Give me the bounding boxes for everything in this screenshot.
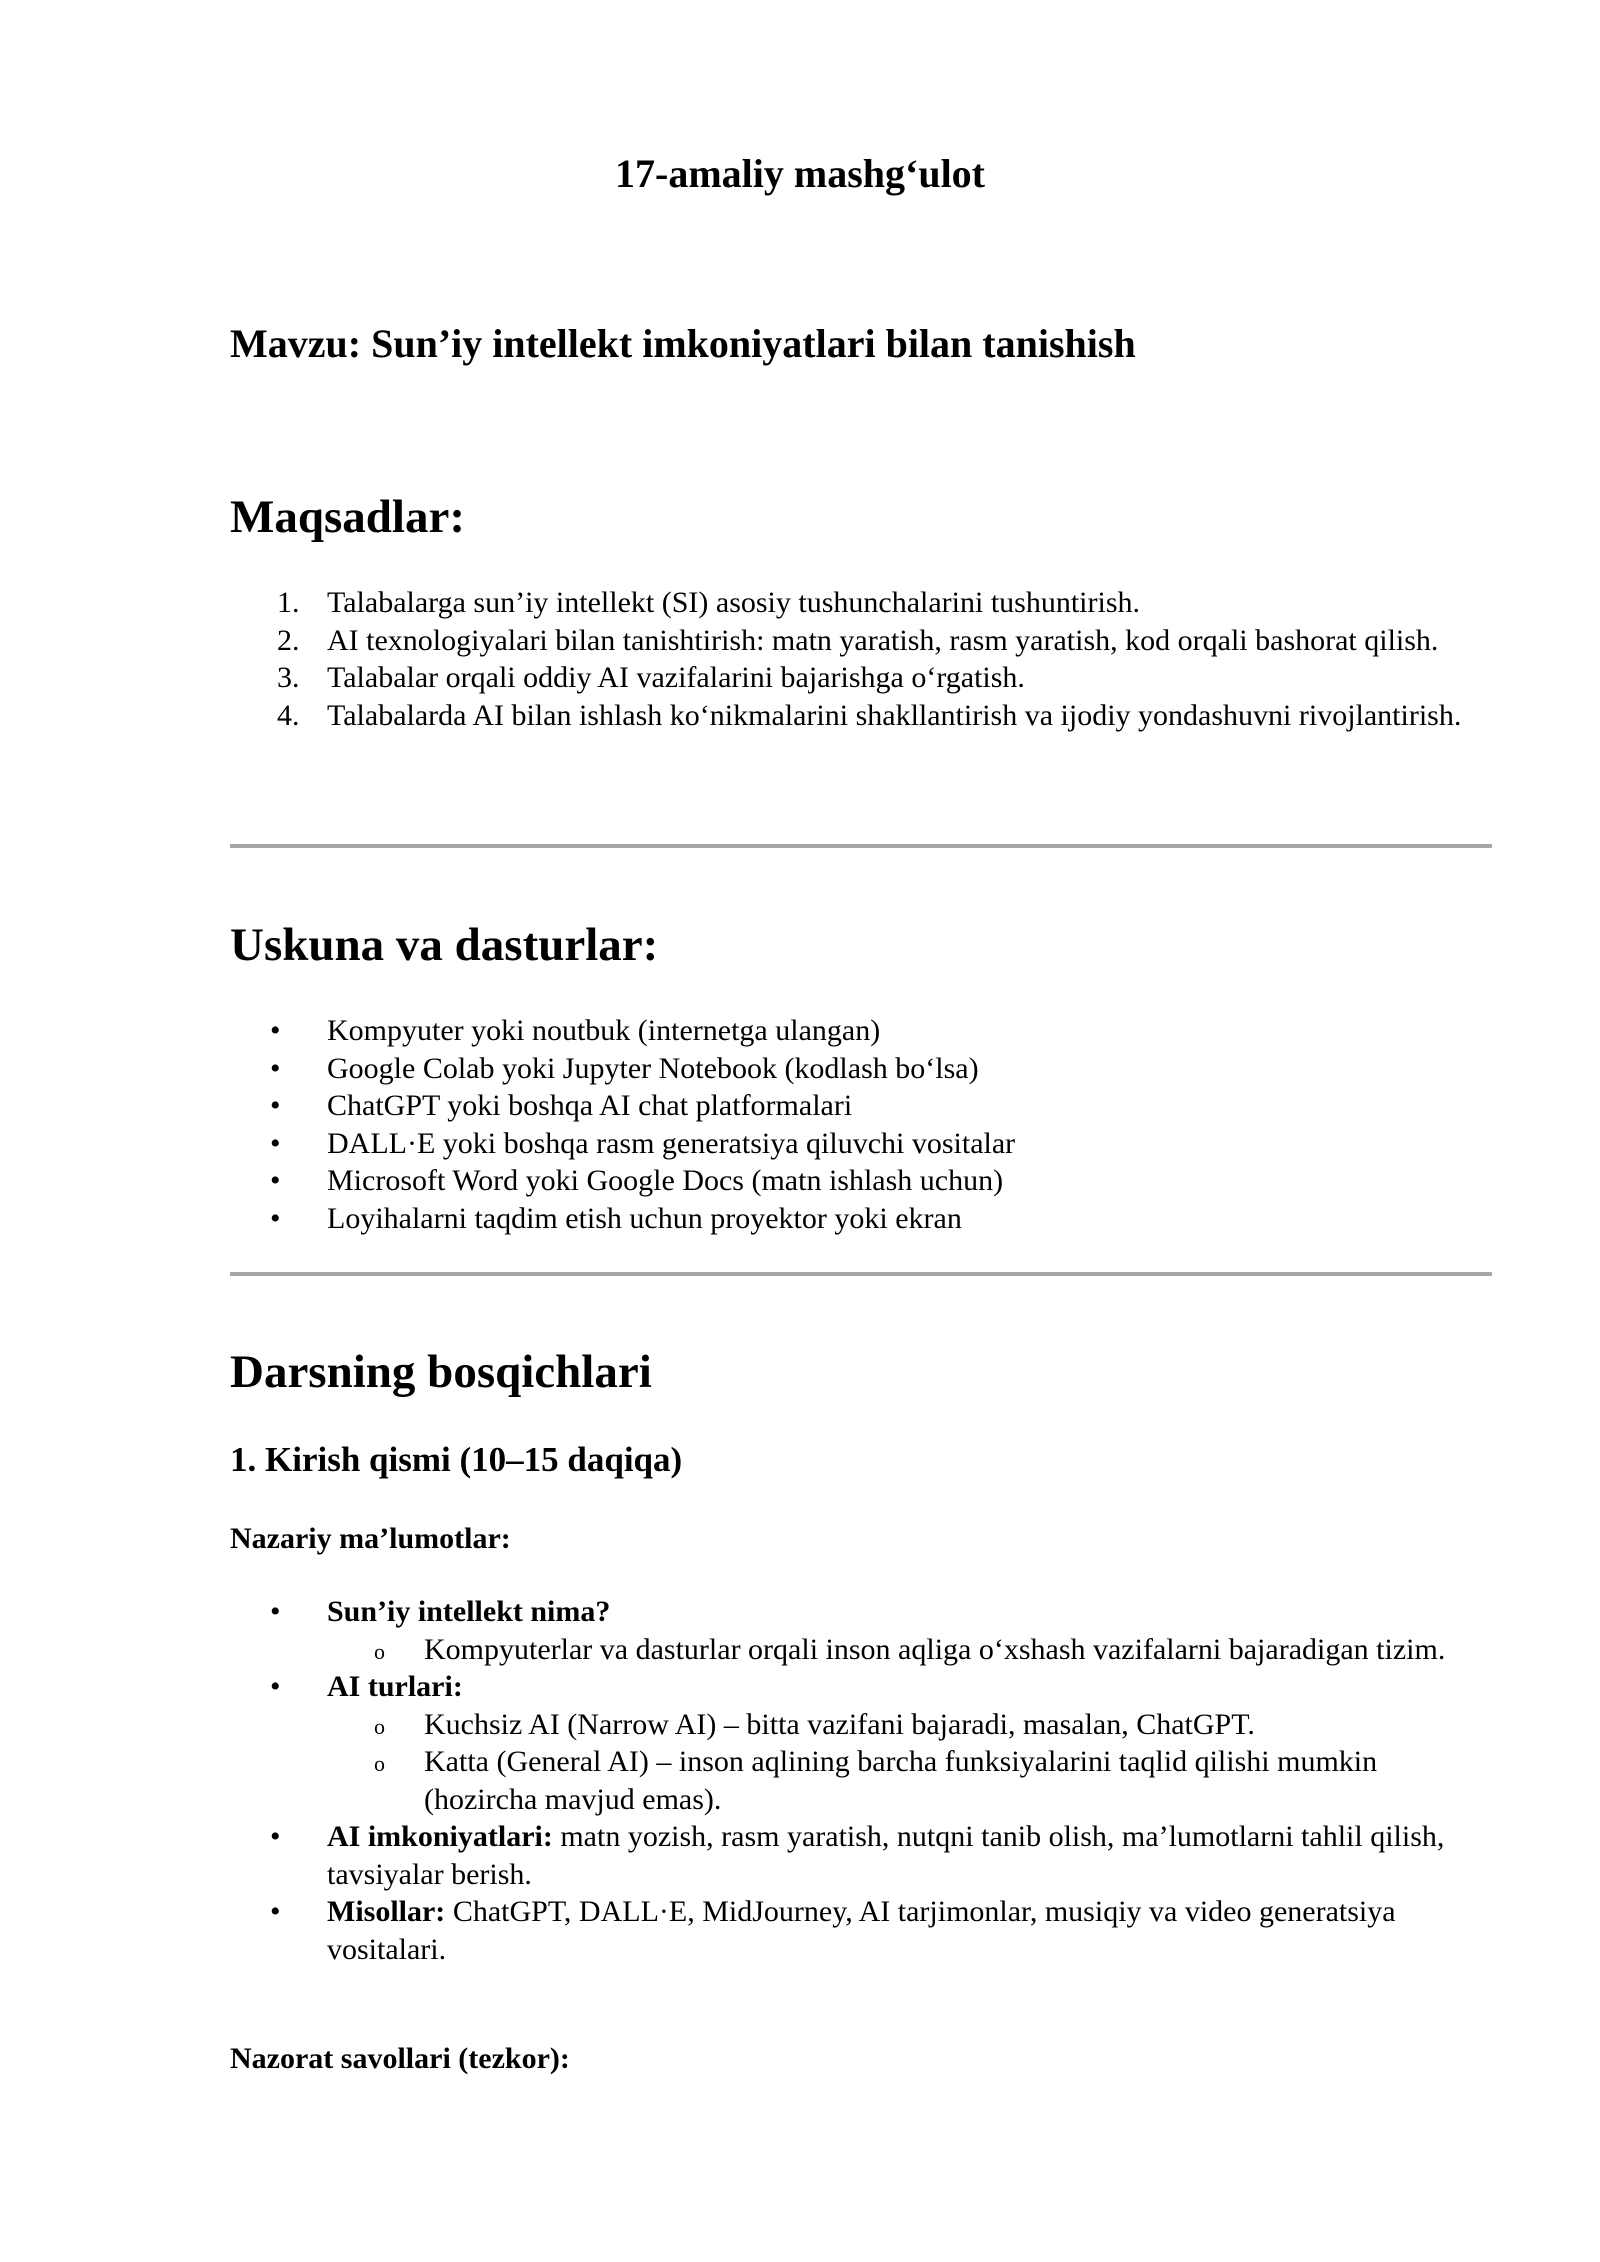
control-questions-heading: Nazorat savollari (tezkor):: [230, 2042, 570, 2075]
list-item: 4. Talabalarda AI bilan ishlash ko‘nikmalarini shakllantirish va ijodiy yondashuvni rivojlantirish.: [277, 698, 1462, 732]
list-item: 3. Talabalar orqali oddiy AI vazifalarini bajarishga o‘rgatish.: [277, 661, 1025, 694]
list-item: • Microsoft Word yoki Google Docs (matn ishlash uchun): [270, 1164, 1004, 1197]
list-item: • ChatGPT yoki boshqa AI chat platformalari: [270, 1089, 853, 1122]
list-item: • AI imkoniyatlari: matn yozish, rasm yaratish, nutqni tanib olish, ma’lumotlarni tahlil qilish, tavsiyalar berish.: [270, 1820, 1445, 1891]
list-item: • DALL·E yoki boshqa rasm generatsiya qiluvchi vositalar: [270, 1126, 1016, 1160]
sub-list-item: o Kuchsiz AI (Narrow AI) – bitta vazifani bajaradi, masalan, ChatGPT.: [374, 1707, 1255, 1741]
intro-heading: 1. Kirish qismi (10–15 daqiqa): [230, 1440, 683, 1479]
sub-list-item: o Katta (General AI) – inson aqlining barcha funksiyalarini taqlid qilishi mumkin (hozircha mavjud emas).: [374, 1745, 1378, 1816]
list-item: • Loyihalarni taqdim etish uchun proyektor yoki ekran: [270, 1201, 962, 1235]
list-item: • Kompyuter yoki noutbuk (internetga ulangan): [270, 1014, 881, 1047]
list-item: • Sun’iy intellekt nima? o Kompyuterlar va dasturlar orqali inson aqliga o‘xshash vazifalarni bajaradigan tizim.: [230, 1593, 1490, 1668]
sub-list-item: o Kompyuterlar va dasturlar orqali inson aqliga o‘xshash vazifalarni bajaradigan tizim.: [374, 1632, 1446, 1666]
stages-heading: Darsning bosqichlari: [230, 1346, 652, 1398]
list-item: • Misollar: ChatGPT, DALL·E, MidJourney, AI tarjimonlar, musiqiy va video generatsiya vositalari.: [270, 1895, 1396, 1966]
section-divider: [230, 844, 1492, 848]
topic-heading: Mavzu: Sun’iy intellekt imkoniyatlari bilan tanishish: [230, 321, 1136, 366]
section-divider: [230, 1272, 1492, 1276]
list-item: • AI turlari: o Kuchsiz AI (Narrow AI) – bitta vazifani bajaradi, masalan, ChatGPT. o Katta (General AI) – inson aqlining barcha funksiyalarini taqlid qilishi mumkin (hozircha mavjud emas).: [230, 1668, 1490, 1818]
equipment-heading: Uskuna va dasturlar:: [230, 919, 659, 971]
list-item: 2. AI texnologiyalari bilan tanishtirish: matn yaratish, rasm yaratish, kod orqali bashorat qilish.: [277, 623, 1439, 657]
theory-heading: Nazariy ma’lumotlar:: [230, 1522, 511, 1555]
theory-list: [230, 1593, 1490, 1968]
equipment-list: [230, 1012, 1490, 1237]
sub-list: [327, 1631, 1490, 1669]
page-title: 17-amaliy mashg‘ulot: [615, 151, 985, 196]
list-item: • Google Colab yoki Jupyter Notebook (kodlash bo‘lsa): [270, 1051, 979, 1085]
goals-list: [230, 584, 1490, 734]
sub-list: [327, 1706, 1490, 1819]
list-item: 1. Talabalarga sun’iy intellekt (SI) asosiy tushunchalarini tushuntirish.: [277, 586, 1141, 619]
goals-heading: Maqsadlar:: [230, 491, 465, 543]
